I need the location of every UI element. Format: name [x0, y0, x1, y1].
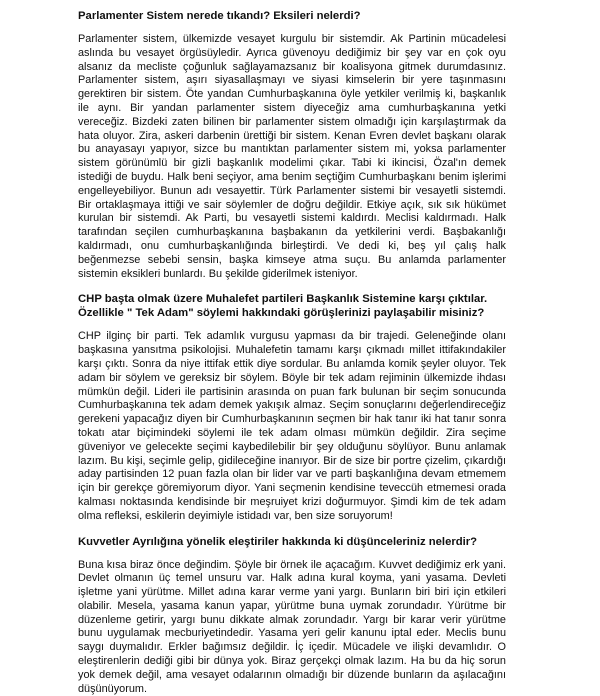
- question-heading: CHP başta olmak üzere Muhalefet partileri Başkanlık Sistemine karşı çıktılar. Özellikle " Tek Adam" söylemi hakkındaki görüşlerinizi paylaşabilir misiniz?: [78, 292, 506, 320]
- answer-paragraph: Parlamenter sistem, ülkemizde vesayet kurgulu bir sistemdir. Ak Partinin mücadelesi aslında bu vesayet örgüsüyledir. Ayrıca güvenoyu dediğimiz bir şey var en çok oyu alsanız da mecliste çoğunluk sağlayamazsanız bir koalisyona gitmek durumdasınız. Parlamenter sistem, aşırı siyasallaşmayı ve siyasi kimselerin bir yere taşınmasını gerektiren bir sistem. Öte yandan Cumhurbaşkanına öyle yetkiler verilmiş ki, başkanlık ile aynı. Bir yandan parlamenter sistem diyeceğiz ama cumhurbaşkanına yetki vereceğiz. Bizdeki zaten bilinen bir parlamenter sistem olmadığı için karşılaştırmak da hata oluyor. Zira, askeri darbenin ürettiği bir sistem. Kenan Evren devlet başkanı olarak bu anayasayı yapıyor, sizce bu mantıktan parlamenter sistem mi, yoksa parlamenter sistem görünümlü bir gizli başkanlık modelimi çıkar. Tabi ki ikincisi, Özal'ın demek istediği de buydu. Halk beni seçiyor, ama benim seçtiğim Cumhurbaşkanı benim işlerimi engelleyebiliyor. Bunun adı vesayettir. Türk Parlamenter sistemi bir vesayetli sistemdi. Bir ortaklaşmaya ittiği ve sair söylemler de doğru değildir. Etkiye açık, sık sık hükümet kurulan bir sistemdi. Ak Parti, bu vesayetli sistemi kaldırdı. Meclisi kaldırmadı. Halk tarafından seçilen cumhurbaşkanına başbakanın da yetkilerini verdi. Başbakanlığı kaldırmadı, onu cumhurbaşkanlığında birleştirdi. Ve dedi ki, beş yıl çalış halk beğenmezse sebebi sensin, başka kimseye atma suçu. Bu anlamda parlamenter sistemin eksikleri bunlardı. Bu şekilde giderilmek isteniyor.: [78, 33, 506, 281]
- question-heading: Kuvvetler Ayrılığına yönelik eleştiriler hakkında ki düşünceleriniz nelerdir?: [78, 535, 506, 549]
- question-heading: Parlamenter Sistem nerede tıkandı? Eksileri nelerdi?: [78, 9, 506, 23]
- answer-paragraph: CHP ilginç bir parti. Tek adamlık vurgusu yapması da bir trajedi. Geleneğinde olanı başkasına yansıtma psikolojisi. Muhalefetin tamamı karşı çıkmadı millet ittifakındakiler karşı çıktı. Sonra da niye ittifak ettik diye sordular. Bu anlamda komik şeyler oluyor. Tek adam bir söylem ve gereksiz bir söylem. Böyle bir tek adam rejiminin ülkemizde ihdası mümkün değil. Lideri ile partisinin arasında on puan fark bulunan bir seçim sonucunda Cumhurbaşkanına tek adam demek yakışık almaz. Seçim sonuçlarını değerlendireceğiz gerekeni yapacağız diyen bir Cumhurbaşkanının seçmen bir hak tanır iki hat tanır sonra tokatı atar biçimindeki söylemi ile tek adam olması mümkün değildir. Zira seçime güveniyor ve gelecekte seçimi kaybedilebilir bir şey olduğunu söylüyor. Bunu anlamak lazım. Bu kişi, seçimle gelip, gidileceğine inanıyor. Bir de size bir portre çizelim, çıkardığı aday partisinden 12 puan fazla olan bir lider var ve parti başkanlığına devam etmemem için bir gerekçe göremiyorum diyor. Yani seçmenin kendisine teveccüh etmemesi orada kalması noktasında kendisinde bir meşruiyet krizi doğurmuyor. Şimdi kim de tek adam olma refleksi, eskilerin deyimiyle istidadı var, ben size soruyorum!: [78, 330, 506, 523]
- answer-paragraph: Buna kısa biraz önce değindim. Şöyle bir örnek ile açacağım. Kuvvet dediğimiz erk yani. Devlet olmanın üç temel unsuru var. Halk adına kural koyma, yani yasama. Devleti işletme yani yürütme. Millet adına karar verme yani yargı. Bunların biri biri için etkileri olabilir. Mesela, yasama kanun yapar, yürütme buna uymak zorundadır. Yürütme bir düzenleme getirir, yargı bunu dikkate almak zorundadır. Yargı bir karar verir yürütme bunu uygulamak mecburiyetindedir. Yasama yeri gelir kanunu iptal eder. Meclis bunu saygı duymalıdır. Erkler bağımsız değildir. İç içedir. Mücadele ve ilişki devamlıdır. O eleştirenlerin dediği gibi bir dünya yok. Biraz gerçekçi olmak lazım. Ha bu da hiç sorun yok demek değil, ama vesayet odalarının olmadığı bir düzende bunların da aşılacağını düşünüyorum.: [78, 559, 506, 696]
